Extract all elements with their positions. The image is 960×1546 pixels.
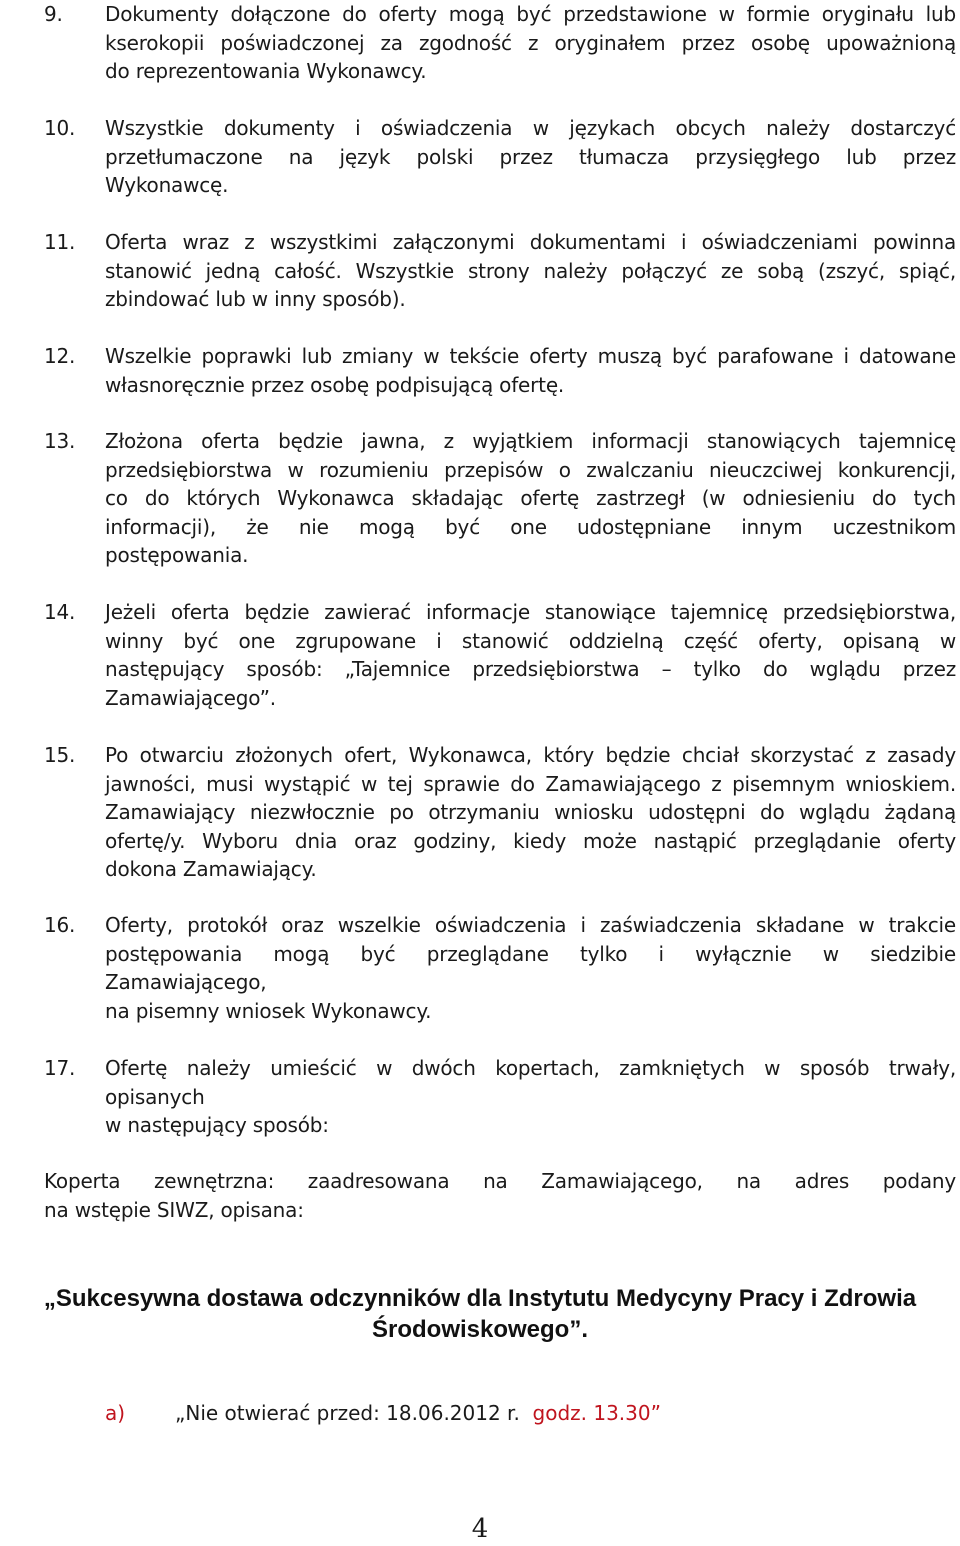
text-line: dokona Zamawiający. bbox=[105, 857, 317, 881]
item-text bbox=[105, 1054, 956, 1140]
text-line: na wstępie SIWZ, opisana: bbox=[44, 1197, 304, 1222]
item-number: 11. bbox=[44, 230, 76, 254]
text-line: Oferta wraz z wszystkimi załączonymi dokumentami i oświadczeniami powinna bbox=[105, 230, 956, 254]
text-line: Zamawiający niezwłocznie po otrzymaniu wniosku udostępni do wglądu żądaną bbox=[105, 800, 956, 824]
text-line: Dokumenty dołączone do oferty mogą być przedstawione w formie oryginału lub bbox=[105, 2, 956, 26]
closing-quote: ” bbox=[650, 1401, 661, 1425]
text-line: stanowić jedną całość. Wszystkie strony należy połączyć ze sobą (zszyć, spiąć, bbox=[105, 258, 956, 283]
item-number: 13. bbox=[44, 429, 76, 453]
do-not-open-text: „Nie otwierać przed: 18.06.2012 r. bbox=[175, 1401, 520, 1425]
text-line: informacji), że nie mogą być one udostępniane innym uczestnikom bbox=[105, 514, 956, 539]
text-line: ofertę/y. Wyboru dnia oraz godziny, kiedy może nastąpić przeglądanie oferty bbox=[105, 828, 956, 853]
text-line: następujący sposób: „Tajemnice przedsiębiorstwa – tylko do wglądu przez bbox=[105, 657, 956, 681]
item-number: 10. bbox=[44, 116, 76, 140]
text-line: Wszelkie poprawki lub zmiany w tekście oferty muszą być parafowane i datowane bbox=[105, 344, 956, 368]
tender-title-line-2: Środowiskowego”. bbox=[371, 1316, 589, 1343]
text-line: Ofertę należy umieścić w dwóch kopertach, zamkniętych w sposób trwały, bbox=[105, 1056, 956, 1080]
item-number: 9. bbox=[44, 2, 63, 26]
text-line: co do których Wykonawca składając ofertę zastrzegł (w odniesieniu do tych bbox=[105, 486, 956, 510]
text-line: jawności, musi wystąpić w tej sprawie do Zamawiającego z pisemnym wnioskiem. bbox=[105, 771, 956, 796]
text-line: Zamawiającego”. bbox=[105, 685, 276, 710]
page-number: 4 bbox=[471, 1514, 489, 1544]
tender-title bbox=[0, 1283, 960, 1345]
text-line: przedsiębiorstwa w rozumieniu przepisów o zwalczaniu nieuczciwej konkurencji, bbox=[105, 457, 956, 482]
text-line: kserokopii poświadczonej za zgodność z oryginałem przez osobę upoważnioną bbox=[105, 30, 956, 55]
text-line: Jeżeli oferta będzie zawierać informacje stanowiące tajemnicę przedsiębiorstwa, bbox=[105, 600, 956, 624]
text-line: do reprezentowania Wykonawcy. bbox=[105, 59, 427, 83]
item-text bbox=[105, 741, 956, 884]
text-line: winny być one zgrupowane i stanowić oddzielną część oferty, opisaną w bbox=[105, 628, 956, 653]
item-number: 12. bbox=[44, 344, 76, 368]
text-line: opisanych bbox=[105, 1084, 205, 1109]
tender-title-line-1: „Sukcesywna dostawa odczynników dla Instytutu Medycyny Pracy i Zdrowia bbox=[43, 1285, 917, 1312]
text-line: Po otwarciu złożonych ofert, Wykonawca, który będzie chciał skorzystać z zasady bbox=[105, 743, 956, 767]
text-line: Koperta zewnętrzna: zaadresowana na Zamawiającego, na adres podany bbox=[44, 1169, 956, 1193]
text-line: Oferty, protokół oraz wszelkie oświadczenia i zaświadczenia składane w trakcie bbox=[105, 913, 956, 937]
item-text bbox=[105, 427, 956, 570]
text-line: postępowania mogą być przeglądane tylko i wyłącznie w siedzibie bbox=[105, 941, 956, 966]
opening-time: godz. 13.30 bbox=[532, 1401, 651, 1425]
item-text bbox=[105, 911, 956, 1025]
note-marker: a) bbox=[105, 1401, 126, 1425]
envelope-paragraph bbox=[44, 1167, 956, 1224]
text-line: Zamawiającego, bbox=[105, 970, 267, 994]
item-text bbox=[105, 342, 956, 399]
item-number: 16. bbox=[44, 913, 76, 937]
item-text bbox=[105, 228, 956, 314]
note-text bbox=[175, 1398, 661, 1428]
text-line: postępowania. bbox=[105, 543, 249, 567]
text-line: na pisemny wniosek Wykonawcy. bbox=[105, 998, 432, 1023]
text-line: zbindować lub w inny sposób). bbox=[105, 287, 406, 311]
text-line: przetłumaczone na język polski przez tłumacza przysięgłego lub przez bbox=[105, 144, 956, 169]
item-number: 14. bbox=[44, 600, 76, 624]
text-line: Wykonawcę. bbox=[105, 173, 229, 197]
text-line: w następujący sposób: bbox=[105, 1113, 329, 1137]
text-line: Złożona oferta będzie jawna, z wyjątkiem informacji stanowiących tajemnicę bbox=[105, 429, 956, 453]
text-line: Wszystkie dokumenty i oświadczenia w językach obcych należy dostarczyć bbox=[105, 116, 956, 140]
item-number: 15. bbox=[44, 743, 76, 767]
text-line: własnoręcznie przez osobę podpisującą ofertę. bbox=[105, 372, 565, 397]
item-text bbox=[105, 598, 956, 712]
item-text bbox=[105, 114, 956, 200]
item-number: 17. bbox=[44, 1056, 76, 1080]
item-text bbox=[105, 0, 956, 86]
